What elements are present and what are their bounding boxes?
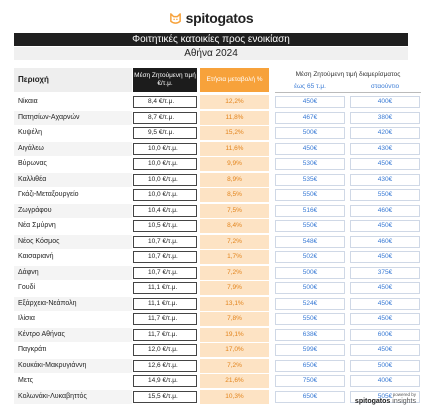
column-header-area: Περιοχή: [14, 68, 132, 92]
area-cell: Κυψέλη: [14, 126, 132, 140]
change-cell: 7,2%: [200, 359, 269, 373]
price-studio-cell: 380€: [350, 112, 420, 124]
table-row: [0, 281, 422, 297]
price-cell: 9,5 €/τ.μ.: [133, 127, 197, 139]
column-header-distribution: Μέση Ζητούμενη τιμή διαμερίσματος: [295, 71, 401, 78]
change-cell: 15,2%: [200, 126, 269, 140]
area-cell: Παγκράτι: [14, 343, 132, 357]
change-cell: 11,6%: [200, 142, 269, 156]
price-studio-cell: 460€: [350, 236, 420, 248]
column-subheader-studio: σταούντιο: [370, 83, 400, 90]
table-row: [0, 219, 422, 235]
footer-brand-suffix: insights: [392, 398, 416, 405]
price-cell: 10,5 €/τ.μ.: [133, 220, 197, 232]
price-65sqm-cell: 516€: [275, 205, 345, 217]
column-subheader-65sqm: έως 65 τ.μ.: [294, 83, 326, 90]
price-studio-cell: 450€: [350, 282, 420, 294]
price-studio-cell: 400€: [350, 375, 420, 387]
price-studio-cell: 500€: [350, 360, 420, 372]
data-table: [0, 95, 422, 405]
change-cell: 13,1%: [200, 297, 269, 311]
change-cell: 7,9%: [200, 281, 269, 295]
price-65sqm-cell: 650€: [275, 391, 345, 403]
area-cell: Ιλίσια: [14, 312, 132, 326]
price-65sqm-cell: 638€: [275, 329, 345, 341]
change-cell: 17,0%: [200, 343, 269, 357]
price-65sqm-cell: 530€: [275, 158, 345, 170]
change-cell: 7,5%: [200, 204, 269, 218]
brand-logo: [0, 8, 422, 28]
change-cell: 7,2%: [200, 235, 269, 249]
price-cell: 10,0 €/τ.μ.: [133, 189, 197, 201]
column-header-change: Ετήσια μεταβολή %: [200, 68, 269, 92]
area-cell: Νίκαια: [14, 95, 132, 109]
area-cell: Κέντρο Αθήνας: [14, 328, 132, 342]
change-cell: 8,4%: [200, 219, 269, 233]
price-cell: 14,9 €/τ.μ.: [133, 375, 197, 387]
price-65sqm-cell: 535€: [275, 174, 345, 186]
price-65sqm-cell: 599€: [275, 344, 345, 356]
price-cell: 15,5 €/τ.μ.: [133, 391, 197, 403]
price-studio-cell: 450€: [350, 298, 420, 310]
price-studio-cell: 550€: [350, 189, 420, 201]
cat-face-icon: [169, 12, 182, 25]
price-studio-cell: 430€: [350, 143, 420, 155]
price-65sqm-cell: 450€: [275, 96, 345, 108]
price-studio-cell: 450€: [350, 220, 420, 232]
change-cell: 9,9%: [200, 157, 269, 171]
area-cell: Νέος Κόσμος: [14, 235, 132, 249]
table-row: [0, 328, 422, 344]
price-cell: 10,0 €/τ.μ.: [133, 143, 197, 155]
footer-brand-block: [326, 392, 416, 408]
table-row: [0, 343, 422, 359]
change-cell: 7,2%: [200, 266, 269, 280]
area-cell: Εξάρχεια-Νεάπολη: [14, 297, 132, 311]
price-cell: 12,0 €/τ.μ.: [133, 344, 197, 356]
area-cell: Νέα Σμύρνη: [14, 219, 132, 233]
price-studio-cell: 505€: [350, 391, 420, 403]
change-cell: 11,8%: [200, 111, 269, 125]
change-cell: 21,6%: [200, 374, 269, 388]
table-row: [0, 95, 422, 111]
price-cell: 11,7 €/τ.μ.: [133, 313, 197, 325]
price-cell: 11,1 €/τ.μ.: [133, 282, 197, 294]
footer-brand-name: spitogatos: [354, 398, 391, 405]
price-cell: 10,0 €/τ.μ.: [133, 174, 197, 186]
price-cell: 10,4 €/τ.μ.: [133, 205, 197, 217]
price-studio-cell: 430€: [350, 174, 420, 186]
change-cell: 19,1%: [200, 328, 269, 342]
area-cell: Κουκάκι-Μακρυγιάννη: [14, 359, 132, 373]
price-65sqm-cell: 524€: [275, 298, 345, 310]
price-studio-cell: 450€: [350, 251, 420, 263]
table-row: [0, 204, 422, 220]
table-row: [0, 111, 422, 127]
price-65sqm-cell: 502€: [275, 251, 345, 263]
price-65sqm-cell: 548€: [275, 236, 345, 248]
price-cell: 10,7 €/τ.μ.: [133, 251, 197, 263]
change-cell: 8,5%: [200, 188, 269, 202]
area-cell: Κολωνάκι-Λυκαβηττός: [14, 390, 132, 404]
table-row: [0, 235, 422, 251]
price-cell: 11,7 €/τ.μ.: [133, 329, 197, 341]
change-cell: 12,2%: [200, 95, 269, 109]
table-row: [0, 126, 422, 142]
price-studio-cell: 450€: [350, 158, 420, 170]
table-row: [0, 142, 422, 158]
table-row: [0, 359, 422, 375]
price-studio-cell: 420€: [350, 127, 420, 139]
price-65sqm-cell: 450€: [275, 143, 345, 155]
area-cell: Ζωγράφου: [14, 204, 132, 218]
area-cell: Πατησίων-Αχαρνών: [14, 111, 132, 125]
change-cell: 10,3%: [200, 390, 269, 404]
area-cell: Μετς: [14, 374, 132, 388]
price-cell: 12,6 €/τ.μ.: [133, 360, 197, 372]
area-cell: Γκάζι-Μεταξουργείο: [14, 188, 132, 202]
area-cell: Δάφνη: [14, 266, 132, 280]
price-65sqm-cell: 550€: [275, 220, 345, 232]
footer-logo: [326, 397, 416, 407]
table-row: [0, 312, 422, 328]
table-row: [0, 374, 422, 390]
area-cell: Βύρωνας: [14, 157, 132, 171]
price-cell: 10,7 €/τ.μ.: [133, 236, 197, 248]
page-title: Φοιτητικές κατοικίες προς ενοικίαση: [14, 33, 408, 46]
header-divider: [275, 92, 421, 93]
price-65sqm-cell: 650€: [275, 360, 345, 372]
price-studio-cell: 375€: [350, 267, 420, 279]
change-cell: 8,9%: [200, 173, 269, 187]
price-65sqm-cell: 500€: [275, 282, 345, 294]
price-65sqm-cell: 500€: [275, 127, 345, 139]
price-cell: 10,7 €/τ.μ.: [133, 267, 197, 279]
price-cell: 8,7 €/τ.μ.: [133, 112, 197, 124]
column-header-price: Μέση Ζητούμενη τιμή €/τ.μ.: [133, 68, 197, 92]
area-cell: Αιγάλεω: [14, 142, 132, 156]
price-studio-cell: 450€: [350, 344, 420, 356]
area-cell: Καλλιθέα: [14, 173, 132, 187]
page-subtitle: Αθήνα 2024: [14, 47, 408, 60]
price-65sqm-cell: 550€: [275, 189, 345, 201]
price-cell: 8,4 €/τ.μ.: [133, 96, 197, 108]
table-row: [0, 173, 422, 189]
price-cell: 11,1 €/τ.μ.: [133, 298, 197, 310]
change-cell: 7,8%: [200, 312, 269, 326]
price-65sqm-cell: 500€: [275, 267, 345, 279]
change-cell: 1,7%: [200, 250, 269, 264]
area-cell: Καισαριανή: [14, 250, 132, 264]
table-row: [0, 266, 422, 282]
price-65sqm-cell: 750€: [275, 375, 345, 387]
table-row: [0, 157, 422, 173]
table-row: [0, 188, 422, 204]
price-cell: 10,0 €/τ.μ.: [133, 158, 197, 170]
brand-name: spitogatos: [185, 10, 254, 26]
price-studio-cell: 600€: [350, 329, 420, 341]
price-studio-cell: 450€: [350, 313, 420, 325]
price-studio-cell: 460€: [350, 205, 420, 217]
table-row: [0, 297, 422, 313]
table-row: [0, 250, 422, 266]
area-cell: Γουδί: [14, 281, 132, 295]
powered-by-label: powered by: [392, 392, 416, 397]
price-65sqm-cell: 550€: [275, 313, 345, 325]
price-studio-cell: 400€: [350, 96, 420, 108]
price-65sqm-cell: 467€: [275, 112, 345, 124]
